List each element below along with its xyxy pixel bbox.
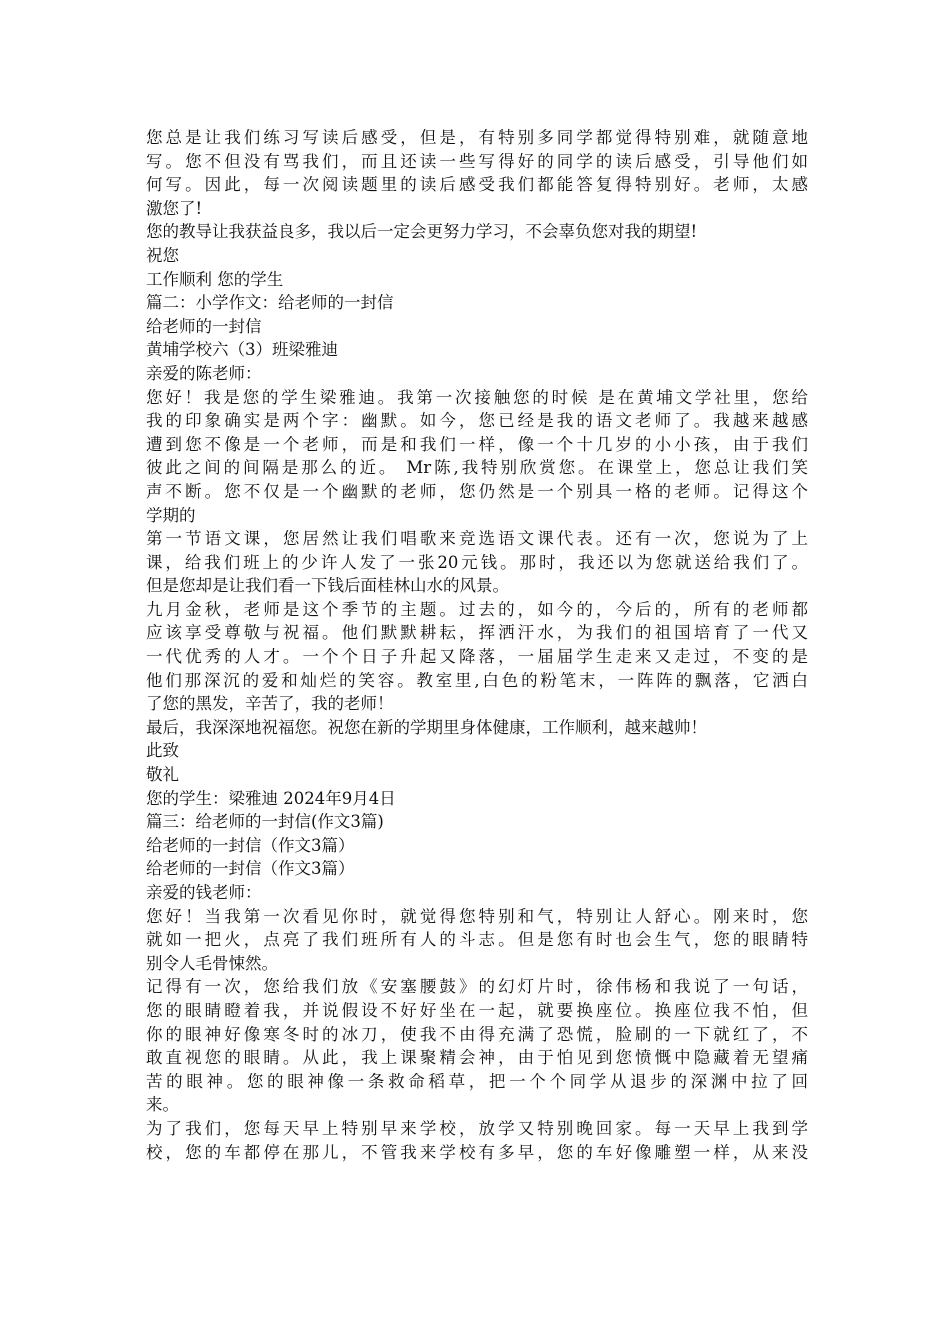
text-line: 学期的 [146, 505, 196, 525]
text-line: 篇三：给老师的一封信(作文3篇) [146, 812, 384, 832]
text-line: 课，给我们班上的少许人发了一张20元钱。那时，我还以为您就送给我们了。 [146, 552, 808, 572]
text-line: 了您的黑发，辛苦了，我的老师！ [146, 694, 394, 714]
text-line: 为了我们，您每天早上特别早来学校，放学又特别晚回家。每一天早上我到学 [146, 1118, 808, 1138]
text-line: 工作顺利 您的学生 [146, 269, 284, 289]
text-line: 亲爱的陈老师： [146, 363, 262, 383]
text-line: 给老师的一封信 [146, 316, 262, 336]
text-line: 您好！当我第一次看见你时，就觉得您特别和气，特别让人舒心。刚来时，您 [146, 906, 808, 926]
document-body [146, 126, 808, 1164]
text-line: 何写。因此，每一次阅读题里的读后感受我们都能答复得特别好。老师，太感 [146, 175, 808, 195]
text-line: 来。 [146, 1095, 179, 1115]
text-line: 篇二：小学作文：给老师的一封信 [146, 293, 394, 313]
text-line: 给老师的一封信（作文3篇） [146, 859, 355, 879]
text-line: 校，您的车都停在那儿，不管我来学校有多早，您的车好像雕塑一样，从来没 [146, 1142, 808, 1162]
text-line: 遭到您不像是一个老师，而是和我们一样，像一个十几岁的小小孩，由于我们 [146, 434, 808, 454]
text-line: 但是您却是让我们看一下钱后面桂林山水的风景。 [146, 576, 509, 596]
text-line: 最后，我深深地祝福您。祝您在新的学期里身体健康，工作顺利，越来越帅！ [146, 717, 707, 737]
text-line: 记得有一次，您给我们放《安塞腰鼓》的幻灯片时，徐伟杨和我说了一句话， [146, 977, 808, 997]
text-line: 此致 [146, 741, 179, 761]
text-line: 敢直视您的眼睛。从此，我上课聚精会神，由于怕见到您愤慨中隐藏着无望痛 [146, 1048, 808, 1068]
text-line: 您总是让我们练习写读后感受，但是，有特别多同学都觉得特别难，就随意地 [146, 128, 808, 147]
text-line: 您的学生：梁雅迪 2024年9月4日 [146, 788, 396, 808]
text-line: 苦的眼神。您的眼神像一条救命稻草，把一个个同学从退步的深渊中拉了回 [146, 1071, 808, 1091]
text-line: 就如一把火，点亮了我们班所有人的斗志。但是您有时也会生气，您的眼睛特 [146, 930, 808, 950]
text-line: 祝您 [146, 245, 179, 265]
text-line: 我的印象确实是两个字：幽默。如今，您已经是我的语文老师了。我越来越感 [146, 411, 808, 431]
text-line: 您好！我是您的学生梁雅迪。我第一次接触您的时候 是在黄埔文学社里，您给 [146, 387, 808, 407]
text-line: 亲爱的钱老师： [146, 883, 262, 902]
text-line: 您的眼睛瞪着我，并说假设不好好坐在一起，就要换座位。换座位我不怕，但 [146, 1000, 808, 1020]
text-line: 写。您不但没有骂我们，而且还读一些写得好的同学的读后感受，引导他们如 [146, 151, 808, 171]
text-line: 他们那深沉的爱和灿烂的笑容。教室里,白色的粉笔末，一阵阵的飘落，它洒白 [146, 670, 808, 690]
text-line: 一代优秀的人才。一个个日子升起又降落，一届届学生走来又走过，不变的是 [146, 647, 808, 667]
text-line: 别令人毛骨悚然。 [146, 953, 278, 973]
text-line: 敬礼 [146, 765, 179, 785]
text-line: 您的教导让我获益良多，我以后一定会更努力学习，不会辜负您对我的期望! [146, 222, 698, 242]
text-line: 第一节语文课，您居然让我们唱歌来竞选语文课代表。还有一次，您说为了上 [146, 529, 808, 549]
text-line: 声不断。您不仅是一个幽默的老师，您仍然是一个别具一格的老师。记得这个 [146, 481, 808, 501]
text-line: 九月金秋，老师是这个季节的主题。过去的，如今的，今后的，所有的老师都 [146, 599, 808, 619]
text-line: 黄埔学校六（3）班梁雅迪 [146, 340, 338, 360]
text-line: 激您了! [146, 198, 203, 218]
text-line: 彼此之间的间隔是那么的近。 Mr陈,我特别欣赏您。在课堂上，您总让我们笑 [146, 458, 808, 478]
text-line: 给老师的一封信（作文3篇） [146, 835, 355, 855]
text-line: 应该享受尊敬与祝福。他们默默耕耘，挥洒汗水，为我们的祖国培育了一代又 [146, 623, 808, 643]
text-line: 你的眼神好像寒冬时的冰刀，使我不由得充满了恐慌，脸刷的一下就红了，不 [146, 1024, 808, 1044]
